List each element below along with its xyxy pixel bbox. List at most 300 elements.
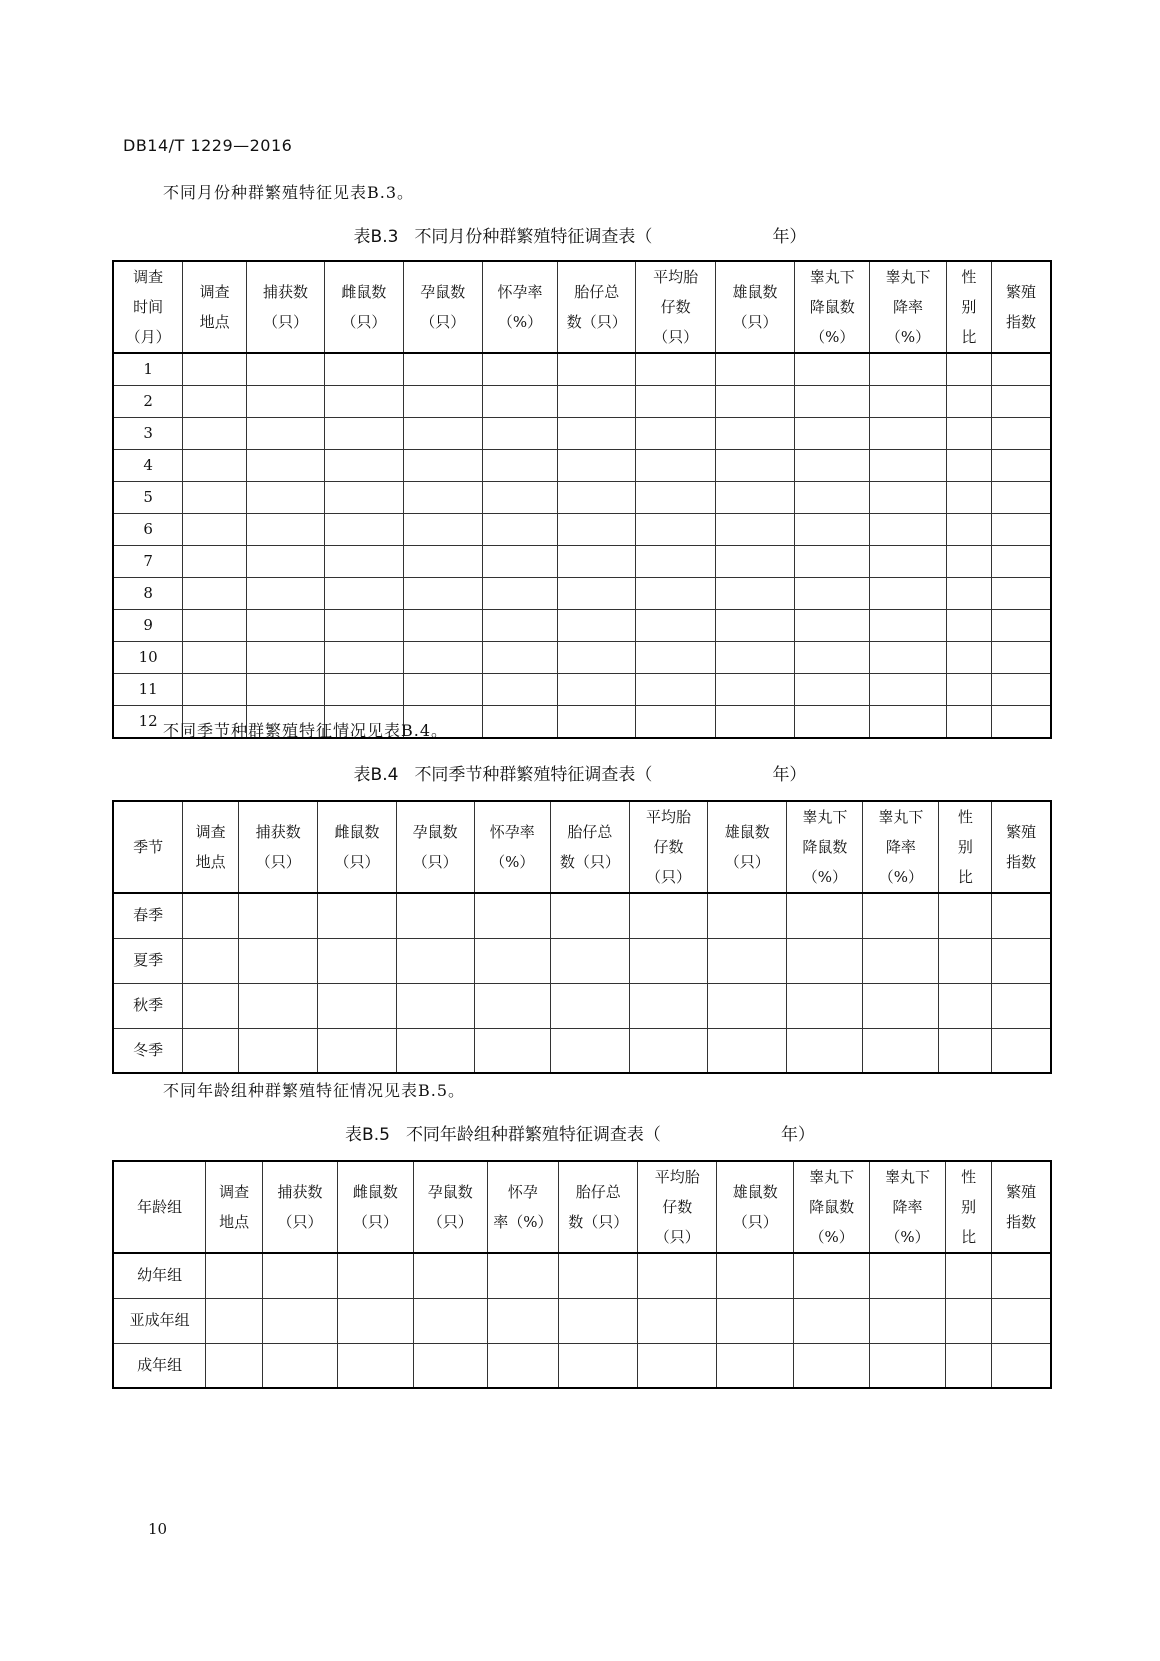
caption-b5: [0, 1120, 1160, 1145]
table-cell: [337, 1253, 413, 1298]
table-cell: [550, 893, 629, 938]
table-cell: [946, 418, 992, 450]
table-cell: [246, 514, 324, 546]
row-label: 冬季: [113, 1028, 183, 1073]
column-header-line: 降鼠数: [809, 1198, 855, 1216]
intro-b3: 不同月份种群繁殖特征见表B.3。: [163, 183, 415, 202]
column-header: [992, 1161, 1051, 1253]
table-cell: [403, 418, 482, 450]
column-header-line: 调查: [199, 283, 230, 301]
table-cell: [717, 1343, 794, 1388]
column-header: [638, 1161, 717, 1253]
row-label: 7: [113, 546, 183, 578]
table-cell: [239, 983, 318, 1028]
column-header-line: 睾丸下: [885, 1168, 931, 1186]
table-cell: [403, 353, 482, 386]
table-cell: [715, 706, 794, 739]
row-label: 12: [113, 706, 183, 739]
column-header-line: （只）: [352, 1213, 398, 1231]
table-cell: [325, 674, 403, 706]
table-cell: [715, 578, 794, 610]
row-label: 成年组: [113, 1343, 206, 1388]
table-cell: [263, 1253, 338, 1298]
table-cell: [717, 1298, 794, 1343]
table-cell: [183, 386, 247, 418]
table-row: [113, 1028, 1051, 1073]
table-row: [113, 514, 1051, 546]
table-cell: [183, 893, 239, 938]
table-cell: [413, 1253, 487, 1298]
document-header: DB14/T 1229—2016: [123, 136, 293, 155]
column-header: [403, 261, 482, 353]
column-header: [183, 801, 239, 893]
table-cell: [318, 983, 396, 1028]
column-header: [396, 801, 474, 893]
row-label: 夏季: [113, 938, 183, 983]
table-cell: [870, 386, 946, 418]
column-header-line: 捕获数: [255, 823, 301, 841]
column-header: [318, 801, 396, 893]
column-header-line: （%）: [810, 328, 855, 346]
table-cell: [715, 450, 794, 482]
table-row: [113, 386, 1051, 418]
table-cell: [558, 514, 636, 546]
table-cell: [559, 1298, 638, 1343]
row-label: 6: [113, 514, 183, 546]
column-header-line: 地点: [195, 853, 226, 871]
table-cell: [403, 578, 482, 610]
column-header-line: 怀孕率: [489, 823, 535, 841]
column-header: [487, 1161, 559, 1253]
table-cell: [946, 386, 992, 418]
column-header-line: （%）: [885, 328, 931, 346]
table-cell: [795, 418, 870, 450]
column-header-line: （%）: [809, 1228, 854, 1246]
table-cell: [636, 578, 715, 610]
column-header: [113, 1161, 206, 1253]
table-cell: [795, 610, 870, 642]
table-cell: [870, 353, 946, 386]
table-row: [113, 450, 1051, 482]
table-cell: [715, 514, 794, 546]
table-cell: [396, 893, 474, 938]
table-cell: [795, 514, 870, 546]
column-header-line: 性: [961, 1168, 977, 1186]
column-header-line: 数（只）: [559, 853, 620, 871]
column-header: [629, 801, 707, 893]
column-header-line: 别: [961, 1198, 977, 1216]
column-header-line: （%）: [490, 853, 535, 871]
table-cell: [787, 1028, 863, 1073]
table-cell: [403, 674, 482, 706]
column-header: [939, 801, 992, 893]
table-row: [113, 1343, 1051, 1388]
column-header-line: （%）: [885, 1228, 930, 1246]
column-header-line: 繁殖: [1006, 823, 1037, 841]
column-header-line: 指数: [1006, 853, 1037, 871]
table-cell: [715, 418, 794, 450]
row-label: 秋季: [113, 983, 183, 1028]
column-header: [263, 1161, 338, 1253]
column-header-line: 孕鼠数: [420, 283, 466, 301]
column-header: [992, 801, 1051, 893]
table-cell: [992, 353, 1051, 386]
table-cell: [558, 674, 636, 706]
column-header-line: 降率: [892, 298, 923, 316]
table-cell: [992, 610, 1051, 642]
column-header-line: （只）: [732, 313, 778, 331]
column-header: [787, 801, 863, 893]
table-cell: [325, 418, 403, 450]
table-cell: [396, 1028, 474, 1073]
table-cell: [474, 938, 550, 983]
column-header-line: 睾丸下: [809, 1168, 855, 1186]
caption-b4-title: 不同季节种群繁殖特征调查表（: [414, 765, 653, 785]
table-cell: [794, 1343, 870, 1388]
table-cell: [715, 610, 794, 642]
table-cell: [638, 1253, 717, 1298]
table-cell: [246, 546, 324, 578]
table-cell: [992, 1298, 1051, 1343]
column-header-line: 雌鼠数: [341, 283, 387, 301]
table-cell: [482, 386, 557, 418]
table-cell: [246, 610, 324, 642]
table-cell: [715, 353, 794, 386]
table-row: [113, 1253, 1051, 1298]
table-cell: [246, 418, 324, 450]
table-cell: [318, 938, 396, 983]
table-cell: [239, 938, 318, 983]
table-cell: [992, 482, 1051, 514]
table-cell: [870, 482, 946, 514]
table-row: [113, 418, 1051, 450]
table-cell: [550, 1028, 629, 1073]
table-cell: [870, 706, 946, 739]
table-cell: [413, 1298, 487, 1343]
column-header-line: 调查: [133, 268, 164, 286]
table-cell: [636, 353, 715, 386]
table-cell: [870, 642, 946, 674]
table-cell: [482, 482, 557, 514]
column-header-line: 性: [961, 268, 977, 286]
table-cell: [629, 983, 707, 1028]
table-cell: [946, 514, 992, 546]
column-header-line: （只）: [420, 313, 466, 331]
table-cell: [558, 546, 636, 578]
table-b3: [112, 260, 1052, 739]
table-cell: [715, 674, 794, 706]
table-cell: [482, 610, 557, 642]
table-row: [113, 353, 1051, 386]
column-header-line: 捕获数: [277, 1183, 323, 1201]
table-cell: [636, 546, 715, 578]
row-label: 2: [113, 386, 183, 418]
table-cell: [403, 482, 482, 514]
column-header-line: 雄鼠数: [732, 283, 778, 301]
column-header-line: 孕鼠数: [412, 823, 458, 841]
table-cell: [183, 610, 247, 642]
table-cell: [482, 418, 557, 450]
table-cell: [558, 386, 636, 418]
column-header-line: （只）: [724, 853, 770, 871]
table-cell: [795, 353, 870, 386]
table-cell: [550, 983, 629, 1028]
column-header: [946, 261, 992, 353]
caption-b5-number: 表B.5: [345, 1125, 390, 1145]
column-header-line: 地点: [199, 313, 230, 331]
table-cell: [474, 983, 550, 1028]
table-cell: [325, 353, 403, 386]
table-cell: [396, 938, 474, 983]
table-cell: [550, 938, 629, 983]
column-header-line: 胎仔总: [574, 283, 620, 301]
table-cell: [992, 983, 1051, 1028]
table-cell: [629, 1028, 707, 1073]
table-cell: [558, 418, 636, 450]
table-cell: [992, 386, 1051, 418]
column-header-line: 时间: [133, 298, 164, 316]
column-header: [246, 261, 324, 353]
column-header-line: 数（只）: [568, 1213, 629, 1231]
table-cell: [183, 514, 247, 546]
table-cell: [870, 610, 946, 642]
table-cell: [246, 482, 324, 514]
row-label: 10: [113, 642, 183, 674]
column-header: [558, 261, 636, 353]
column-header-line: （%）: [878, 868, 924, 886]
table-cell: [870, 578, 946, 610]
table-cell: [482, 706, 557, 739]
column-header-line: 捕获数: [263, 283, 309, 301]
table-cell: [183, 938, 239, 983]
column-header-line: 性: [957, 808, 973, 826]
table-cell: [325, 482, 403, 514]
column-header: [708, 801, 787, 893]
table-row: [113, 546, 1051, 578]
table-cell: [946, 674, 992, 706]
table-cell: [558, 353, 636, 386]
table-cell: [318, 893, 396, 938]
column-header-line: 比: [961, 1228, 977, 1246]
table-cell: [636, 674, 715, 706]
column-header: [795, 261, 870, 353]
table-row: [113, 482, 1051, 514]
table-cell: [946, 1343, 992, 1388]
table-cell: [482, 578, 557, 610]
column-header-line: 年龄组: [137, 1198, 183, 1216]
column-header-line: （只）: [653, 328, 699, 346]
table-cell: [795, 450, 870, 482]
table-row: [113, 674, 1051, 706]
table-cell: [870, 674, 946, 706]
column-header: [113, 801, 183, 893]
table-cell: [636, 642, 715, 674]
table-row: [113, 610, 1051, 642]
table-cell: [870, 514, 946, 546]
table-cell: [992, 1028, 1051, 1073]
table-cell: [183, 546, 247, 578]
column-header-line: 雄鼠数: [732, 1183, 778, 1201]
column-header: [206, 1161, 263, 1253]
table-cell: [482, 642, 557, 674]
table-cell: [636, 418, 715, 450]
column-header-line: 别: [957, 838, 973, 856]
column-header-line: 雌鼠数: [352, 1183, 398, 1201]
column-header: [870, 261, 946, 353]
column-header-line: （%）: [802, 868, 847, 886]
column-header-line: （只）: [654, 1228, 700, 1246]
table-cell: [325, 546, 403, 578]
row-label: 1: [113, 353, 183, 386]
row-label: 8: [113, 578, 183, 610]
table-cell: [715, 482, 794, 514]
table-cell: [992, 514, 1051, 546]
column-header-line: 降鼠数: [802, 838, 848, 856]
table-cell: [559, 1253, 638, 1298]
column-header-line: 睾丸下: [802, 808, 848, 826]
column-header: [482, 261, 557, 353]
table-cell: [206, 1298, 263, 1343]
table-row: [113, 893, 1051, 938]
caption-b4-number: 表B.4: [353, 765, 399, 785]
table-cell: [795, 642, 870, 674]
table-b4: [112, 800, 1052, 1074]
column-header-line: （月）: [125, 328, 171, 346]
column-header: [863, 801, 939, 893]
table-cell: [946, 482, 992, 514]
column-header-line: 数（只）: [566, 313, 627, 331]
table-cell: [636, 706, 715, 739]
table-b5: [112, 1160, 1052, 1389]
table-cell: [413, 1343, 487, 1388]
table-cell: [992, 578, 1051, 610]
table-cell: [946, 642, 992, 674]
column-header-line: 率（%）: [493, 1213, 553, 1231]
row-label: 3: [113, 418, 183, 450]
table-cell: [559, 1343, 638, 1388]
column-header-line: 仔数: [660, 298, 691, 316]
table-row: [113, 938, 1051, 983]
table-cell: [992, 418, 1051, 450]
column-header-line: 仔数: [662, 1198, 693, 1216]
table-cell: [396, 983, 474, 1028]
table-row: [113, 983, 1051, 1028]
table-cell: [708, 1028, 787, 1073]
table-cell: [795, 482, 870, 514]
column-header: [946, 1161, 992, 1253]
table-cell: [795, 674, 870, 706]
column-header-line: 别: [961, 298, 977, 316]
column-header-line: 比: [957, 868, 973, 886]
table-cell: [482, 546, 557, 578]
column-header-line: 雌鼠数: [334, 823, 380, 841]
table-cell: [717, 1253, 794, 1298]
table-cell: [558, 482, 636, 514]
table-cell: [946, 1253, 992, 1298]
table-cell: [946, 706, 992, 739]
table-cell: [183, 674, 247, 706]
column-header-line: 平均胎: [646, 808, 692, 826]
page-number: 10: [148, 1520, 168, 1538]
table-cell: [795, 706, 870, 739]
table-cell: [403, 386, 482, 418]
column-header-line: 雄鼠数: [724, 823, 770, 841]
table-cell: [487, 1298, 559, 1343]
column-header-line: 降鼠数: [809, 298, 855, 316]
table-cell: [629, 938, 707, 983]
table-cell: [183, 450, 247, 482]
table-cell: [795, 578, 870, 610]
table-cell: [715, 386, 794, 418]
column-header-line: 睾丸下: [885, 268, 931, 286]
intro-b4: 不同季节种群繁殖特征情况见表B.4。: [163, 721, 449, 740]
table-cell: [708, 983, 787, 1028]
table-cell: [636, 610, 715, 642]
table-cell: [482, 674, 557, 706]
column-header-line: 孕鼠数: [427, 1183, 473, 1201]
table-cell: [558, 450, 636, 482]
column-header-line: 指数: [1006, 313, 1037, 331]
column-header-line: （只）: [427, 1213, 473, 1231]
caption-b4-tail: 年）: [772, 765, 807, 785]
table-cell: [939, 983, 992, 1028]
row-label: 11: [113, 674, 183, 706]
column-header-line: 降率: [885, 838, 916, 856]
row-label: 5: [113, 482, 183, 514]
table-cell: [482, 353, 557, 386]
column-header-line: 平均胎: [653, 268, 699, 286]
table-cell: [787, 938, 863, 983]
row-label: 亚成年组: [113, 1298, 206, 1343]
table-cell: [246, 642, 324, 674]
table-cell: [239, 1028, 318, 1073]
table-cell: [474, 893, 550, 938]
column-header: [870, 1161, 946, 1253]
row-label: 幼年组: [113, 1253, 206, 1298]
caption-b4: [0, 760, 1160, 785]
column-header-line: 怀孕率: [497, 283, 543, 301]
column-header-line: （%）: [497, 313, 543, 331]
table-cell: [708, 893, 787, 938]
table-cell: [992, 1343, 1051, 1388]
table-cell: [863, 938, 939, 983]
table-cell: [636, 482, 715, 514]
table-cell: [795, 386, 870, 418]
table-cell: [325, 386, 403, 418]
table-cell: [787, 983, 863, 1028]
column-header: [636, 261, 715, 353]
table-cell: [946, 610, 992, 642]
table-cell: [206, 1253, 263, 1298]
table-cell: [870, 546, 946, 578]
caption-b5-title: 不同年龄组种群繁殖特征调查表（: [405, 1125, 661, 1145]
table-cell: [337, 1298, 413, 1343]
column-header-line: 繁殖: [1006, 1183, 1037, 1201]
column-header: [715, 261, 794, 353]
table-cell: [636, 514, 715, 546]
table-cell: [863, 983, 939, 1028]
table-cell: [403, 450, 482, 482]
column-header-line: （只）: [412, 853, 458, 871]
table-cell: [263, 1298, 338, 1343]
table-cell: [558, 610, 636, 642]
column-header-line: 季节: [133, 838, 164, 856]
table-cell: [939, 1028, 992, 1073]
table-cell: [325, 610, 403, 642]
table-cell: [708, 938, 787, 983]
table-cell: [487, 1253, 559, 1298]
table-cell: [863, 893, 939, 938]
